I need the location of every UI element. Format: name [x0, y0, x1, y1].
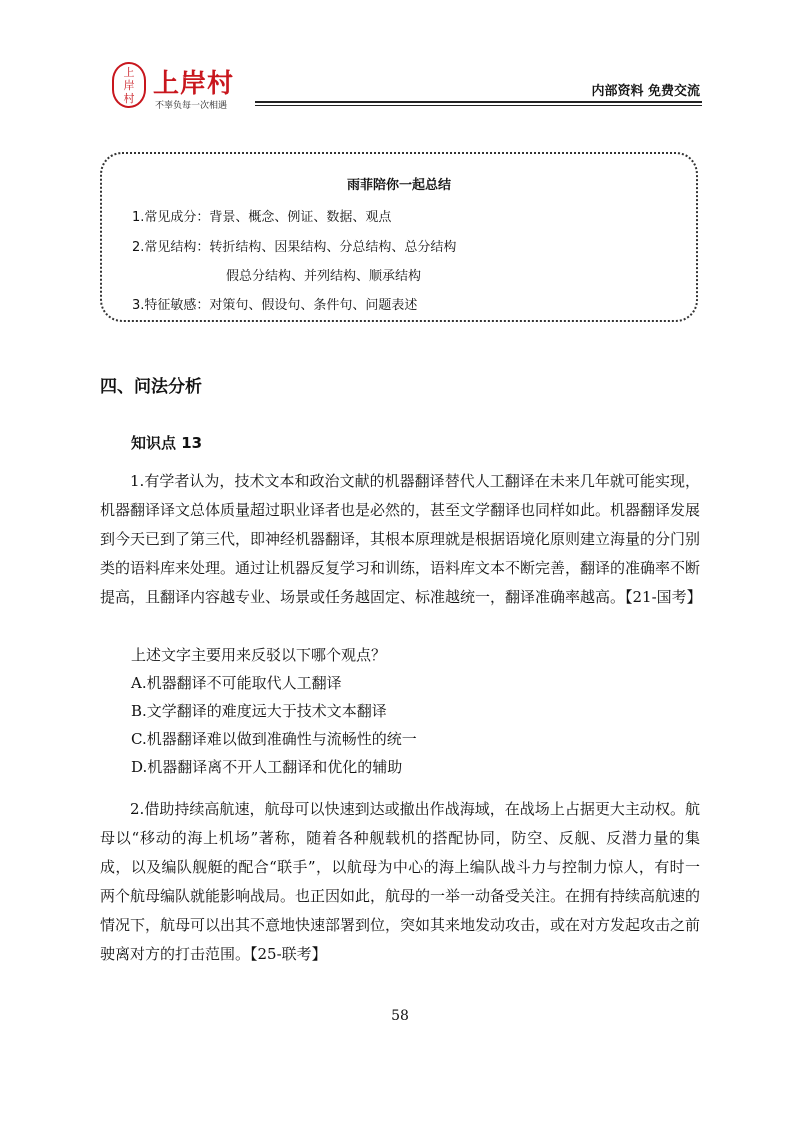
question-1-option-b: B.文学翻译的难度远大于技术文本翻译 [131, 702, 387, 720]
page-header [0, 0, 800, 125]
summary-title: 雨菲陪你一起总结 [346, 178, 451, 193]
section-title: 四、问法分析 [100, 377, 202, 397]
header-divider-thin [255, 105, 702, 106]
knowledge-point-title: 知识点 13 [131, 434, 203, 452]
logo-seal-char: 岸 [123, 78, 135, 92]
question-1-passage: 1.有学者认为，技术文本和政治文献的机器翻译替代人工翻译在未来几年就可能实现，机器翻译译文总体质量超过职业译者也是必然的，甚至文学翻译也同样如此。机器翻译发展到今天已到了第三代，即神经机器翻译，其根本原理就是根据语境化原则建立海量的分门别类的语料库来处理。通过让机器反复学习和训练，语料库文本不断完善，翻译的准确率不断提高，且翻译内容越专业、场景或任务越固定、标准越统一，翻译准确率越高。【21-国考】 [100, 472, 702, 606]
logo-seal-char: 上 [123, 65, 135, 79]
summary-line-structures-continued: 假总分结构、并列结构、顺承结构 [226, 269, 422, 284]
question-1-option-a: A.机器翻译不可能取代人工翻译 [131, 674, 342, 692]
logo-seal-icon [112, 62, 146, 108]
logo-name: 上岸村 [153, 69, 235, 99]
summary-line-features: 3.特征敏感：对策句、假设句、条件句、问题表述 [132, 298, 418, 313]
summary-line-structures: 2.常见结构：转折结构、因果结构、分总结构、总分结构 [132, 240, 457, 255]
summary-box [100, 152, 698, 322]
question-1-option-c: C.机器翻译难以做到准确性与流畅性的统一 [131, 730, 417, 748]
header-divider [255, 101, 702, 103]
page-number: 58 [391, 1008, 409, 1024]
summary-line-components: 1.常见成分：背景、概念、例证、数据、观点 [132, 210, 392, 225]
question-2-passage: 2.借助持续高航速，航母可以快速到达或撤出作战海域，在战场上占据更大主动权。航母以“移动的海上机场”著称，随着各种舰载机的搭配协同，防空、反舰、反潜力量的集成，以及编队舰艇的配合“联手”，以航母为中心的海上编队战斗力与控制力惊人，有时一两个航母编队就能影响战局。也正因如此，航母的一举一动备受关注。在拥有持续高航速的情况下，航母可以出其不意地快速部署到位，突如其来地发动攻击，或在对方发起攻击之前驶离对方的打击范围。【25-联考】 [100, 800, 701, 963]
logo-seal-char: 村 [123, 91, 135, 105]
header-label: 内部资料 免费交流 [591, 84, 700, 99]
question-1-stem: 上述文字主要用来反驳以下哪个观点？ [131, 646, 387, 664]
question-1-option-d: D.机器翻译离不开人工翻译和优化的辅助 [131, 758, 403, 776]
logo-slogan: 不辜负每一次相遇 [155, 101, 228, 111]
